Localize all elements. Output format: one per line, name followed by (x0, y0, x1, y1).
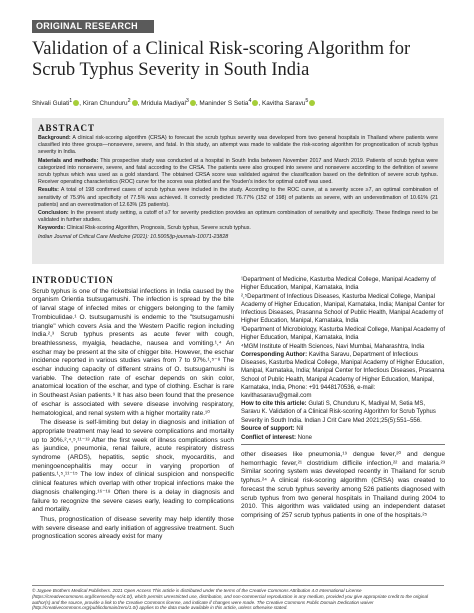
body-text-continued: other diseases like pneumonia,¹⁹ dengue fever,²⁰ and dengue hemorrhagic fever,²¹ clostridium difficile infection,²² and malaria.²³ Similar scoring system was developed recently in Thailand for scrub typhus.²⁴ A clinical risk-scoring algorithm (CRSA) was created to forecast the scrub typhus severity among 526 patients diagnosed with scrub typhus from two general hospitals in Thailand during 2004 to 2010. This algorithm was validated using an independent dataset comprising of 257 scrub typhus patients in one of the hospitals.²⁵ (241, 451, 445, 519)
abstract-methods-text: This prospective study was conducted at a hospital in South India between November 2017 and March 2019. Patients of scrub typhus were categorized into nonsevere, severe, and fatal according to the CRSA. The patients were also grouped into severe and nonsevere according to the definition of severe scrub typhus which was used as a gold standard. The obtained CRSA score was validated against the classification based on the definition of severe scrub typhus. Receiver operating characteristics (ROC) curve for the scores was plotted and the Youden's index for optimal cutoff was used. (38, 157, 438, 186)
orcid-icon[interactable] (252, 100, 258, 106)
affiliation: ⁴MGM Institute of Health Sciences, Navi Mumbai, Maharashtra, India (241, 343, 425, 350)
intro-paragraph: Scrub typhus is one of the rickettsial infections in India caused by the organism Orientia tsutsugamushi. The infection is spread by the bite of larval stage of infected mites or chiggers belonging to the family Trombiculidae.¹ O. tsutsugamushi is endemic to the "tsutsugamushi triangle" which covers Asia and the Western Pacific region including India.²,³ Scrub typhus presents as acute fever with cough, breathlessness, myalgia, headache, nausea and vomiting.¹,⁴ An eschar may be present at the site of chigger bite. However, the eschar incidence reported in various studies varies from 7 to 97%.¹,⁵⁻⁸ The eschar inducing capacity of different strains of O. tsutsugamushi is variable. The detection rate of eschar depends on skin color, anatomical location of the eschar, and type of clothing. Eschar is rare in Southeast Asian patients.⁹ It has also been found that the presence of eschar is associated with severe disease involving respiratory, hematological, and renal system with a higher mortality rate.¹⁰ (32, 287, 234, 417)
how-to-cite-text: Gulati S, Chunduru K, Madiyal M, Setia MS, Saravu K. Validation of a Clinical Risk-scoring Algorithm for Scrub Typhus Severity in South India. Indian J Crit Care Med 2021;25(5):551–556. (241, 401, 436, 424)
license-footer: © Jaypee Brothers Medical Publishers. 2021 Open Access This article is distributed under the terms of the Creative Commons Attribution 4.0 International License (https://creativecommons.org/licenses/by-nc/4.0/), which permits unrestricted use, distribution, and non-commercial reproduction in any medium, provided you give appropriate credit to the original author(s) and the source, provide a link to the Creative Commons license, and indicate if changes were made. The Creative Commons Public Domain Dedication waiver (http://creativecommons.org/publicdomain/zero/1.0/) applies to the data made available in this article, unless otherwise stated. (32, 588, 429, 611)
abstract-keywords (38, 225, 438, 232)
abstract-background-label: Background: (38, 135, 71, 141)
orcid-icon[interactable] (190, 100, 196, 106)
abstract-background (38, 135, 438, 157)
author-affiliation-mark: 5 (305, 98, 309, 104)
article-type-badge: ORIGINAL RESEARCH (32, 20, 154, 33)
author-affiliation-mark: 1 (69, 98, 73, 104)
abstract-conclusion (38, 210, 438, 224)
abstract-box (32, 118, 444, 264)
affiliations-block (241, 276, 445, 351)
article-title: Validation of a Clinical Risk-scoring Algorithm for Scrub Typhus Severity in South India (32, 39, 411, 80)
article-info-column (241, 276, 445, 521)
affiliation: ¹Department of Medicine, Kasturba Medical College, Manipal Academy of Higher Education, Manipal, Karnataka, India (241, 277, 436, 292)
author-name[interactable]: Mridula Madiyal (141, 100, 186, 108)
author-name[interactable]: Kiran Chunduru (82, 100, 128, 108)
keywords-text: Clinical Risk-scoring Algorithm, Prognosis, Scrub typhus, Severe scrub typhus. (66, 225, 251, 232)
author-name[interactable]: Maninder S Setia (199, 100, 249, 108)
divider (241, 444, 445, 445)
author-name[interactable]: Shivali Gulati (32, 100, 70, 108)
introduction-column (32, 276, 234, 543)
abstract-results-label: Results: (38, 187, 59, 194)
abstract-results-text: A total of 198 confirmed cases of scrub typhus were included in the study. According to the ROC curve, at a severity score ≥7, an optimal combination of sensitivity of 75.9% and specificity of 77.5% was achieved. It correctly predicted 76.77% (152 of 198) of patients as severe, with an underestimation of 10.61% (21 patients) and an overestimation of 12.63% (25 patients). (38, 187, 438, 208)
journal-citation-text: Indian Journal of Critical Care Medicine (2021): 10.5005/jp-journals-10071-23828 (38, 233, 229, 240)
abstract-conclusion-text: In the present study setting, a cutoff of ≥7 for severity prediction provides an optimum combination of sensitivity and specificity. These findings need to be validated in further studies. (38, 210, 438, 224)
abstract-methods-label: Materials and methods: (38, 157, 99, 164)
orcid-icon[interactable] (73, 100, 79, 106)
corresponding-author (241, 351, 445, 400)
affiliation: ³Department of Microbiology, Kasturba Medical College, Manipal Academy of Higher Education, Manipal, Karnataka, India (241, 326, 445, 341)
intro-paragraph: The disease is self-limiting but delay in diagnosis and initiation of appropriate treatment may lead to severe complications and mortality up to 30%.²,⁴,⁵,¹¹⁻¹³ After the first week of illness complications such as jaundice, pneumonia, renal failure, acute respiratory distress syndrome (ARDS), hepatitis, septic shock, myocarditis, and meningoencephalitis may occur in varying proportion of patients.¹,⁵,¹¹⁻¹⁵ The low index of clinical suspicion and nonspecific clinical features which overlap with other tropical infections make the diagnosis challenging.¹⁶⁻¹⁸ Often there is a delay in diagnosis and failure to recognize the severe cases early, leading to complications and mortality. (32, 419, 234, 514)
orcid-icon[interactable] (132, 100, 138, 106)
how-to-cite (241, 400, 445, 424)
orcid-icon[interactable] (309, 100, 315, 106)
author-affiliation-mark: 2 (127, 98, 131, 104)
footer-divider (32, 585, 444, 586)
source-of-support-text: Nil (296, 426, 304, 433)
author-list: Shivali Gulati$^1$ , Kiran Chunduru$^2$ , Mridula Madiyal$^3$ , Maninder S Setia$^4$ , Kavitha Saravu$^5$ (32, 97, 452, 108)
corresponding-author-text: Kavitha Saravu, Department of Infectious Diseases, Kasturba Medical College, Manipal Academy of Higher Education, Manipal, Karnataka, India; Manipal Center for Infectious Diseases, Prasanna School of Public Health, Manipal Academy of Higher Education, Manipal, Karnataka, India, Phone: +91 9448170536, e-mail: kavithasaravu@gmail.com (241, 352, 445, 399)
introduction-heading: INTRODUCTION (32, 275, 114, 285)
corresponding-author-label: Corresponding Author: (241, 352, 308, 359)
how-to-cite-label: How to cite this article: (241, 401, 307, 408)
conflict-of-interest (241, 434, 445, 442)
conflict-of-interest-text: None (297, 434, 313, 441)
article-info-block (241, 351, 445, 442)
author-affiliation-mark: 4 (248, 98, 252, 104)
intro-paragraph: Thus, prognostication of disease severity may help identify those with severe disease and early initiation of aggressive treatment. Such prognostication scores already exist for many (32, 515, 234, 541)
affiliation: ²,⁵Department of Infectious Diseases, Kasturba Medical College, Manipal Academy of Higher Education, Manipal, Karnataka, India; Manipal Center for Infectious Diseases, Prasanna School of Public Health, Manipal Academy of Higher Education, Manipal, Karnataka, India (241, 293, 445, 325)
abstract-heading: ABSTRACT (38, 123, 96, 133)
abstract-methods (38, 158, 438, 187)
conflict-of-interest-label: Conflict of interest: (241, 434, 296, 441)
keywords-label: Keywords: (38, 225, 66, 232)
abstract-conclusion-label: Conclusion: (38, 210, 69, 217)
abstract-background-text: A clinical risk-scoring algorithm (CRSA) to forecast the scrub typhus severity was developed from two general hospitals in Thailand where patients were classified into three groups—nonsevere, severe, and fatal. In this study, an attempt was made to validate the risk-scoring algorithm for prognostication of scrub typhus severity in India. (38, 135, 438, 156)
source-of-support (241, 425, 445, 433)
abstract-results (38, 187, 438, 209)
journal-citation (38, 234, 438, 241)
author-affiliation-mark: 3 (185, 98, 189, 104)
author-name[interactable]: Kavitha Saravu (261, 100, 306, 108)
source-of-support-label: Source of support: (241, 426, 295, 433)
